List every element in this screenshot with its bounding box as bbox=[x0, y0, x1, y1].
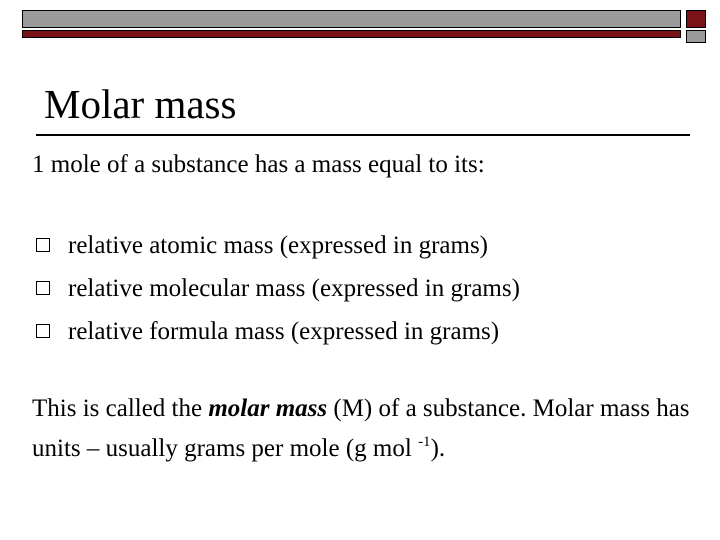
summary-paragraph bbox=[32, 389, 692, 469]
square-bullet-icon bbox=[36, 238, 50, 252]
molar-mass-emphasis: molar mass bbox=[208, 395, 328, 422]
bullet-text: relative atomic mass (expressed in grams) bbox=[68, 232, 488, 259]
header-red-bar bbox=[22, 30, 681, 38]
header-gray-bar bbox=[22, 10, 681, 28]
paragraph-text: This is called the bbox=[32, 395, 209, 422]
unit-superscript: -1 bbox=[418, 434, 431, 450]
title-underline bbox=[36, 134, 690, 136]
bullet-text: relative molecular mass (expressed in grams) bbox=[68, 275, 520, 302]
square-bullet-icon bbox=[36, 281, 50, 295]
bullet-text: relative formula mass (expressed in grams) bbox=[68, 318, 500, 345]
slide-title: Molar mass bbox=[44, 81, 237, 127]
corner-gray-square bbox=[686, 30, 706, 43]
square-bullet-icon bbox=[36, 324, 50, 338]
paragraph-text: ). bbox=[430, 435, 446, 462]
paragraph-text: (M) of a substance. Molar mass has units – usually grams per mole (g mol bbox=[32, 395, 690, 462]
corner-red-square bbox=[686, 10, 706, 28]
intro-text: 1 mole of a substance has a mass equal to its: bbox=[32, 151, 485, 178]
